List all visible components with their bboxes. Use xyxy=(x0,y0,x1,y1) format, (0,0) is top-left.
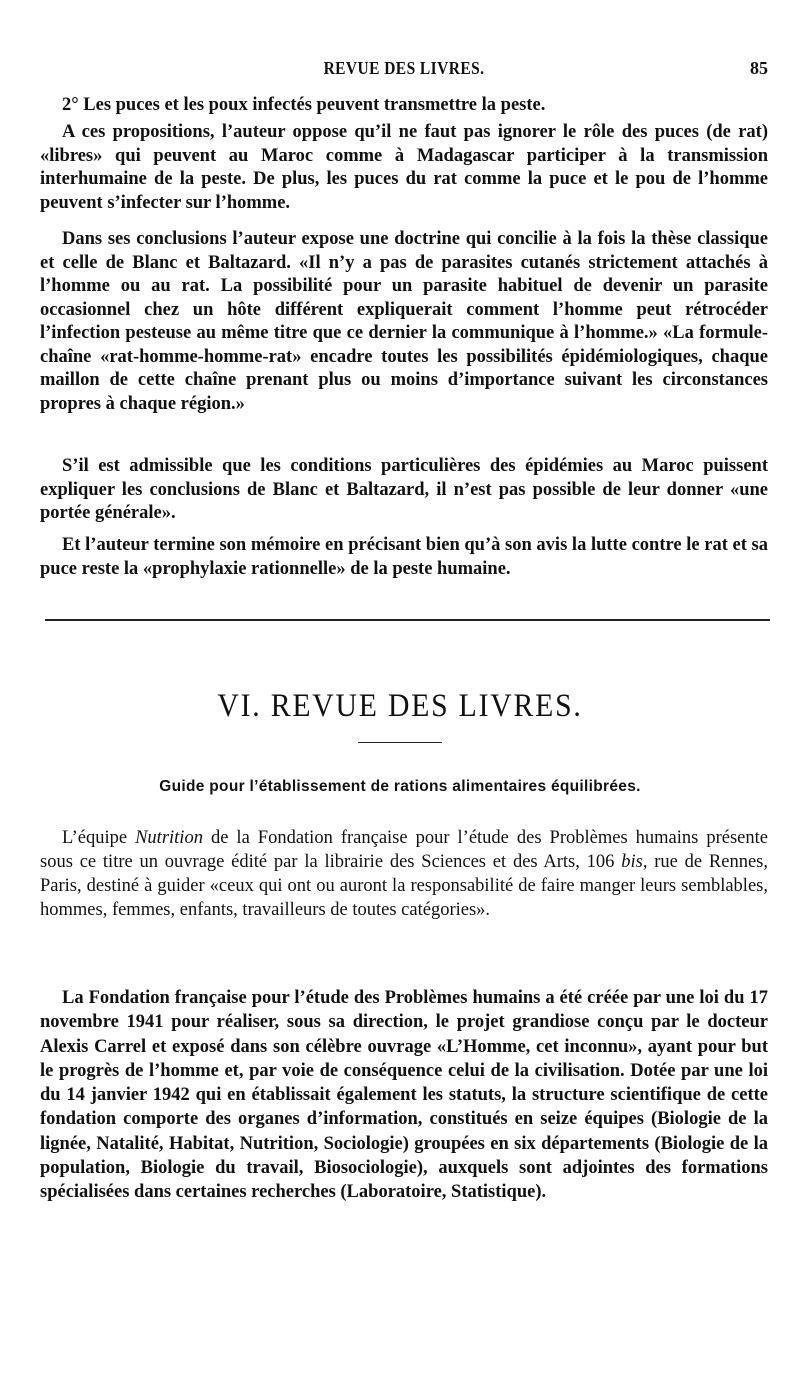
text-segment: , rue de Rennes, Paris, destiné à guider «ceux qui ont ou auront la responsabilité de faire manger leurs semblables, hommes, femmes, enfants, travailleurs de toutes catégories». xyxy=(40,852,768,920)
paragraph-fondation: La Fondation française pour l’étude des Problèmes humains a été créée par une loi du 17 novembre 1941 pour réaliser, sous sa direction, le projet grandiose conçu par le docteur Alexis Carrel et exposé dans son célèbre ouvrage «L’Homme, cet inconnu», ayant pour but le progrès de l’homme et, par voie de conséquence celui de la civilisation. Dotée par une loi du 14 janvier 1942 qui en établissait également les statuts, la structure scientifique de cette fondation comporte des organes d’information, constitués en seize équipes (Biologie de la lignée, Natalité, Habitat, Nutrition, Sociologie) groupées en six départements (Biologie de la population, Biologie du travail, Biosociologie), auxquels sont adjointes des formations spécialisées dans certaines recherches (Laboratoire, Statistique). xyxy=(40,988,768,1203)
paragraph-conclusions: Dans ses conclusions l’auteur expose une doctrine qui concilie à la fois la thèse classique et celle de Blanc et Baltazard. «Il n’y a pas de parasites cutanés strictement attachés à l’homme ou au rat. La possibilité pour un parasite habituel de devenir un parasite occasionnel chez un hôte différent expliquerait comment l’homme peut rétrocéder l’infection pesteuse au même titre que ce dernier la communique à l’homme.» «La formule-chaîne «rat-homme-homme-rat» encadre toutes les possibilités épidémiologiques, chaque maillon de cette chaîne prenant plus ou moins d’importance suivant les circonstances propres à chaque région.» xyxy=(40,229,768,414)
paragraph-final: Et l’auteur termine son mémoire en précisant bien qu’à son avis la lutte contre le rat et sa puce reste la «prophylaxie rationnelle» de la peste humaine. xyxy=(40,535,768,579)
text-segment: L’équipe xyxy=(62,828,136,848)
running-title: REVUE DES LIVRES. xyxy=(323,58,485,78)
section-heading: VI. REVUE DES LIVRES. xyxy=(217,688,583,724)
paragraph-nutrition-team xyxy=(40,826,768,922)
heading-underline xyxy=(358,742,442,743)
text-segment: de la Fondation française pour l’étude des Problèmes humains présente sous ce titre un ouvrage édité par la librairie des Sciences et des Arts, 106 xyxy=(40,828,768,872)
page-number: 85 xyxy=(750,58,768,78)
paragraph-morocco: S’il est admissible que les conditions particulières des épidémies au Maroc puissent expliquer les conclusions de Blanc et Baltazard, il n’est pas possible de leur donner «une portée générale». xyxy=(40,456,768,523)
book-title: Guide pour l’établissement de rations alimentaires équilibrées. xyxy=(159,778,641,795)
italic-team-name: Nutrition xyxy=(135,828,203,848)
paragraph-fleas-lice: 2° Les puces et les poux infectés peuvent transmettre la peste. xyxy=(62,95,546,115)
italic-bis: bis xyxy=(621,852,643,872)
paragraph-propositions: A ces propositions, l’auteur oppose qu’il ne faut pas ignorer le rôle des puces (de rat) «libres» qui peuvent au Maroc comme à Madagascar participer à la transmission interhumaine de la peste. De plus, les puces du rat comme la puce et le pou de l’homme peuvent s’infecter sur l’homme. xyxy=(40,122,768,213)
running-head xyxy=(40,58,768,88)
section-divider xyxy=(45,619,770,621)
